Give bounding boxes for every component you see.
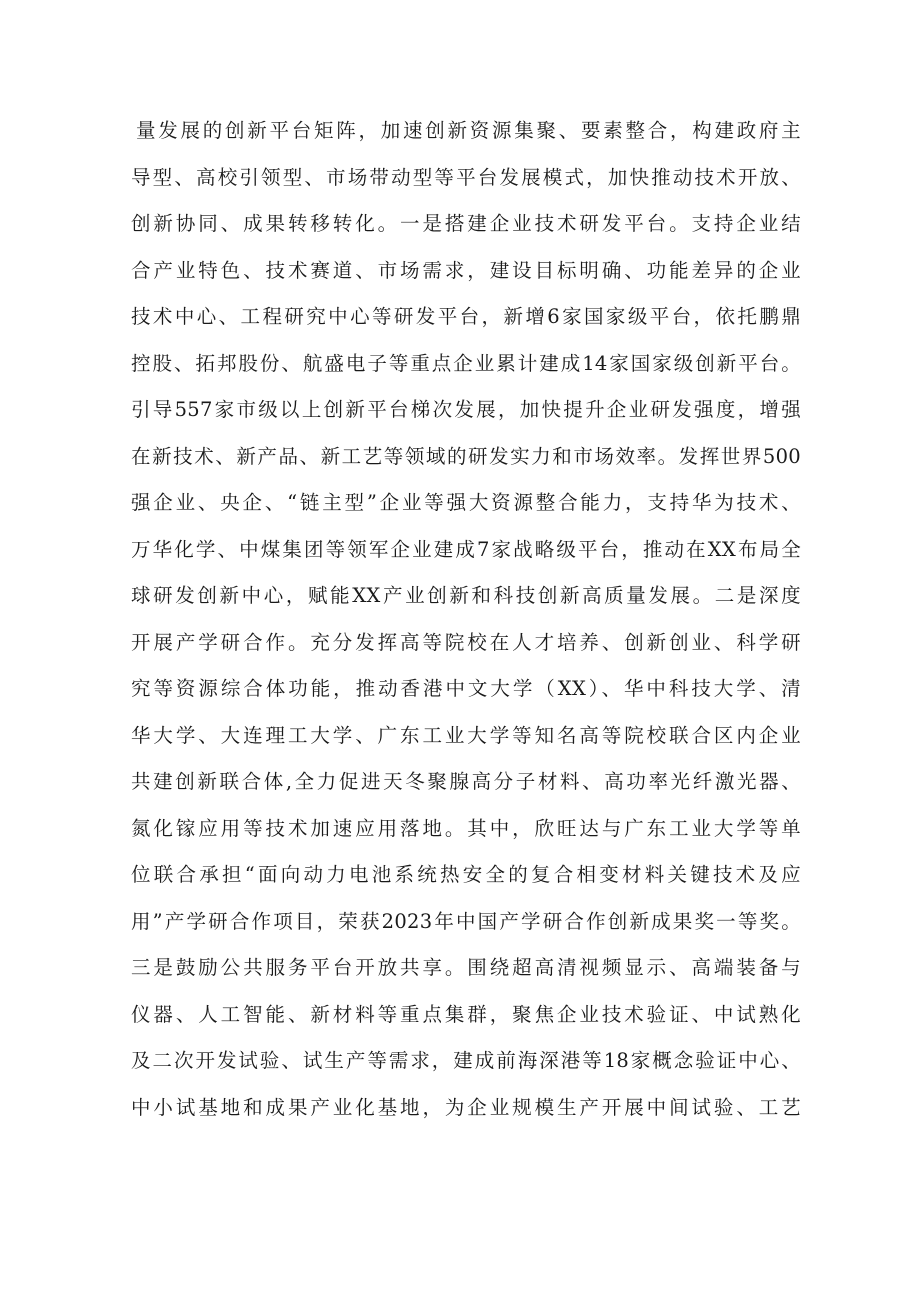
text-line: 创新协同、成果转移转化。一是搭建企业技术研发平台。支持企业结	[131, 212, 801, 235]
text-line: 合产业特色、技术赛道、市场需求，建设目标明确、功能差异的企业	[131, 258, 801, 282]
text-line: 氮化镓应用等技术加速应用落地。其中，欣旺达与广东工业大学等单	[131, 816, 801, 840]
text-line: 在新技术、新产品、新工艺等领域的研发实力和市场效率。发挥世界500	[131, 444, 801, 468]
text-line: 量发展的创新平台矩阵，加速创新资源集聚、要素整合，构建政府主	[136, 119, 801, 142]
text-line: 控股、拓邦股份、航盛电子等重点企业累计建成14家国家级创新平台。	[131, 351, 801, 375]
text-line: 开展产学研合作。充分发挥高等院校在人才培养、创新创业、科学研	[131, 630, 801, 654]
text-line: 球研发创新中心，赋能XX产业创新和科技创新高质量发展。二是深度	[131, 584, 801, 607]
body-paragraph	[131, 108, 801, 1131]
text-line: 用”产学研合作项目，荣获2023年中国产学研合作创新成果奖一等奖。	[131, 909, 801, 933]
text-line: 万华化学、中煤集团等领军企业建成7家战略级平台，推动在XX布局全	[131, 537, 801, 561]
text-line: 共建创新联合体,全力促进天冬聚腺高分子材料、高功率光纤激光器、	[131, 770, 801, 793]
text-line: 华大学、大连理工大学、广东工业大学等知名高等院校联合区内企业	[131, 723, 801, 747]
text-line: 导型、高校引领型、市场带动型等平台发展模式，加快推动技术开放、	[131, 165, 801, 189]
text-line: 三是鼓励公共服务平台开放共享。围绕超高清视频显示、高端装备与	[131, 956, 801, 979]
text-line: 引导557家市级以上创新平台梯次发展，加快提升企业研发强度，增强	[131, 398, 801, 421]
text-line: 仪器、人工智能、新材料等重点集群，聚焦企业技术验证、中试熟化	[131, 1002, 801, 1026]
text-line: 及二次开发试验、试生产等需求，建成前海深港等18家概念验证中心、	[131, 1049, 801, 1072]
text-line: 位联合承担“面向动力电池系统热安全的复合相变材料关键技术及应	[131, 863, 801, 886]
text-line: 技术中心、工程研究中心等研发平台，新增6家国家级平台，依托鹏鼎	[131, 305, 801, 328]
text-line: 强企业、央企、“链主型”企业等强大资源整合能力，支持华为技术、	[131, 491, 801, 514]
text-line: 中小试基地和成果产业化基地，为企业规模生产开展中间试验、工艺	[131, 1095, 801, 1119]
text-line: 究等资源综合体功能，推动香港中文大学（XX）、华中科技大学、清	[131, 677, 801, 700]
